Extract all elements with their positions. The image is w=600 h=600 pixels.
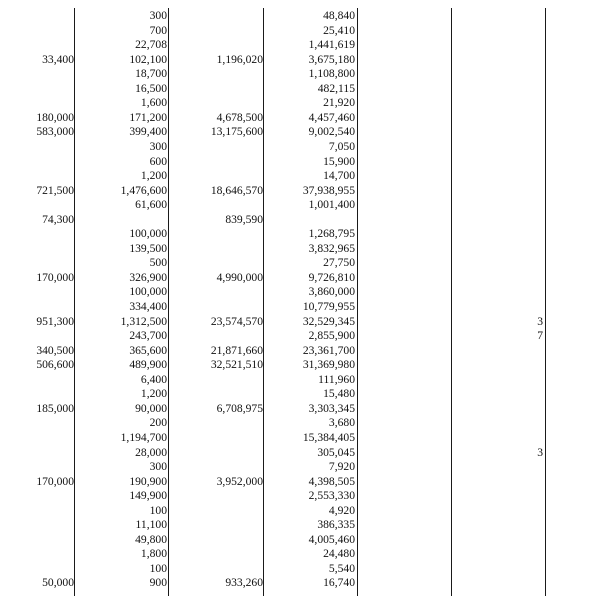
table-cell: 180,000	[36, 110, 74, 124]
table-row	[0, 213, 600, 228]
table-cell: 48,840	[323, 9, 355, 22]
table-cell: 61,600	[135, 198, 167, 212]
table-cell: 2,553,330	[308, 489, 355, 503]
table-cell: 25,410	[323, 23, 355, 37]
table-cell: 18,646,570	[210, 183, 263, 197]
table-cell: 6,708,975	[216, 401, 263, 415]
table-row	[0, 489, 600, 504]
table-cell: 1,441,619	[308, 38, 355, 52]
table-cell: 1,312,500	[120, 314, 167, 328]
table-cell: 31,369,980	[302, 358, 355, 372]
table-cell: 386,335	[317, 518, 355, 532]
table-cell: 1,200	[140, 169, 167, 183]
table-row	[0, 373, 600, 388]
table-cell: 74,300	[42, 212, 74, 226]
table-cell: 100,000	[129, 227, 167, 241]
table-cell: 1,800	[140, 547, 167, 561]
table-cell: 14,700	[323, 169, 355, 183]
table-row	[0, 387, 600, 402]
table-cell: 4,005,460	[308, 532, 355, 546]
table-row	[0, 271, 600, 286]
table-cell: 3,303,345	[308, 401, 355, 415]
table-cell: 23,574,570	[210, 314, 263, 328]
table-row	[0, 38, 600, 53]
table-row	[0, 96, 600, 111]
table-cell: 139,500	[129, 241, 167, 255]
table-cell: 15,900	[323, 154, 355, 168]
table-cell: 500	[149, 256, 167, 270]
table-row	[0, 402, 600, 417]
table-cell: 15,384,405	[302, 430, 355, 444]
table-cell: 7,920	[328, 460, 355, 474]
table-cell: 16,740	[323, 576, 355, 590]
table-cell: 32,521,510	[210, 358, 263, 372]
table-cell: 50,000	[42, 576, 74, 590]
table-cell: 111,960	[318, 372, 355, 386]
table-row	[0, 533, 600, 548]
table-cell: 149,900	[129, 489, 167, 503]
table-cell: 28,000	[135, 445, 167, 459]
table-row	[0, 358, 600, 373]
table-row	[0, 125, 600, 140]
table-cell: 23,361,700	[302, 343, 355, 357]
table-cell: 4,920	[328, 503, 355, 517]
table-cell: 5,540	[328, 561, 355, 575]
table-row	[0, 242, 600, 257]
table-cell: 4,990,000	[216, 270, 263, 284]
table-cell: 49,800	[135, 532, 167, 546]
table-row	[0, 576, 600, 591]
table-row	[0, 53, 600, 68]
table-cell: 22,708	[135, 38, 167, 52]
table-cell: 7	[537, 329, 543, 343]
table-cell: 4,457,460	[308, 110, 355, 124]
table-cell: 6,400	[140, 372, 167, 386]
table-cell: 243,700	[129, 329, 167, 343]
table-cell: 7,050	[328, 139, 355, 153]
table-cell: 1,476,600	[120, 183, 167, 197]
table-cell: 305,045	[317, 445, 355, 459]
table-cell: 951,300	[36, 314, 74, 328]
table-cell: 3,952,000	[216, 474, 263, 488]
table-cell: 170,000	[36, 270, 74, 284]
table-cell: 102,100	[129, 52, 167, 66]
table-cell: 24,480	[323, 547, 355, 561]
table-cell: 100	[149, 561, 167, 575]
table-cell: 185,000	[36, 401, 74, 415]
table-cell: 100	[149, 503, 167, 517]
table-cell: 1,108,800	[308, 67, 355, 81]
table-cell: 1,196,020	[216, 52, 263, 66]
table-cell: 200	[149, 416, 167, 430]
table-cell: 100,000	[129, 285, 167, 299]
table-cell: 326,900	[129, 270, 167, 284]
table-cell: 15,480	[323, 387, 355, 401]
table-row	[0, 315, 600, 330]
table-cell: 365,600	[129, 343, 167, 357]
table-cell: 506,600	[36, 358, 74, 372]
table-cell: 4,678,500	[216, 110, 263, 124]
table-cell: 21,920	[323, 96, 355, 110]
table-cell: 300	[149, 460, 167, 474]
table-cell: 90,000	[135, 401, 167, 415]
table-cell: 9,002,540	[308, 125, 355, 139]
table-cell: 721,500	[36, 183, 74, 197]
table-cell: 399,400	[129, 125, 167, 139]
table-cell: 11,100	[135, 518, 167, 532]
table-row	[0, 155, 600, 170]
table-cell: 482,115	[317, 81, 355, 95]
table-row	[0, 431, 600, 446]
table-row	[0, 547, 600, 562]
table-cell: 27,750	[323, 256, 355, 270]
table-row	[0, 140, 600, 155]
table-row	[0, 169, 600, 184]
table-row	[0, 184, 600, 199]
table-row	[0, 24, 600, 39]
table-cell: 1,194,700	[120, 430, 167, 444]
table-row	[0, 518, 600, 533]
table-row	[0, 416, 600, 431]
table-row	[0, 446, 600, 461]
table-cell: 3,675,180	[308, 52, 355, 66]
table-cell: 3,832,965	[308, 241, 355, 255]
table-row	[0, 111, 600, 126]
table-row	[0, 329, 600, 344]
table-cell: 300	[149, 9, 167, 22]
table-cell: 583,000	[36, 125, 74, 139]
table-row	[0, 300, 600, 315]
table-row	[0, 562, 600, 577]
table-cell: 900	[149, 576, 167, 590]
table-cell: 1,268,795	[308, 227, 355, 241]
table-cell: 4,398,505	[308, 474, 355, 488]
table-row	[0, 9, 600, 24]
table-cell: 171,200	[129, 110, 167, 124]
table-cell: 13,175,600	[210, 125, 263, 139]
table-cell: 21,871,660	[210, 343, 263, 357]
table-cell: 33,400	[42, 52, 74, 66]
table-row	[0, 256, 600, 271]
table-cell: 190,900	[129, 474, 167, 488]
table-row	[0, 285, 600, 300]
table-cell: 334,400	[129, 300, 167, 313]
table-cell: 37,938,955	[302, 183, 355, 197]
table-cell: 1,001,400	[308, 198, 355, 212]
table-cell: 3	[537, 445, 543, 459]
table-cell: 839,590	[225, 212, 263, 226]
table-cell: 9,726,810	[308, 270, 355, 284]
table-cell: 933,260	[225, 576, 263, 590]
table-row	[0, 504, 600, 519]
table-cell: 700	[149, 23, 167, 37]
table-cell: 3,680	[328, 416, 355, 430]
table-row	[0, 475, 600, 490]
table-cell: 18,700	[135, 67, 167, 81]
table-cell: 2,855,900	[308, 329, 355, 343]
table-cell: 10,779,955	[302, 300, 355, 313]
table-row	[0, 198, 600, 213]
table-row	[0, 67, 600, 82]
table-row	[0, 344, 600, 359]
table-cell: 32,529,345	[302, 314, 355, 328]
table-cell: 340,500	[36, 343, 74, 357]
table-cell: 489,900	[129, 358, 167, 372]
table-cell: 3	[537, 314, 543, 328]
table-cell: 300	[149, 139, 167, 153]
table-cell: 16,500	[135, 81, 167, 95]
table-cell: 3,860,000	[308, 285, 355, 299]
table-cell: 1,200	[140, 387, 167, 401]
table-cell: 170,000	[36, 474, 74, 488]
table-cell: 1,600	[140, 96, 167, 110]
table-row	[0, 82, 600, 97]
table-row	[0, 227, 600, 242]
table-cell: 600	[149, 154, 167, 168]
table-row	[0, 460, 600, 475]
